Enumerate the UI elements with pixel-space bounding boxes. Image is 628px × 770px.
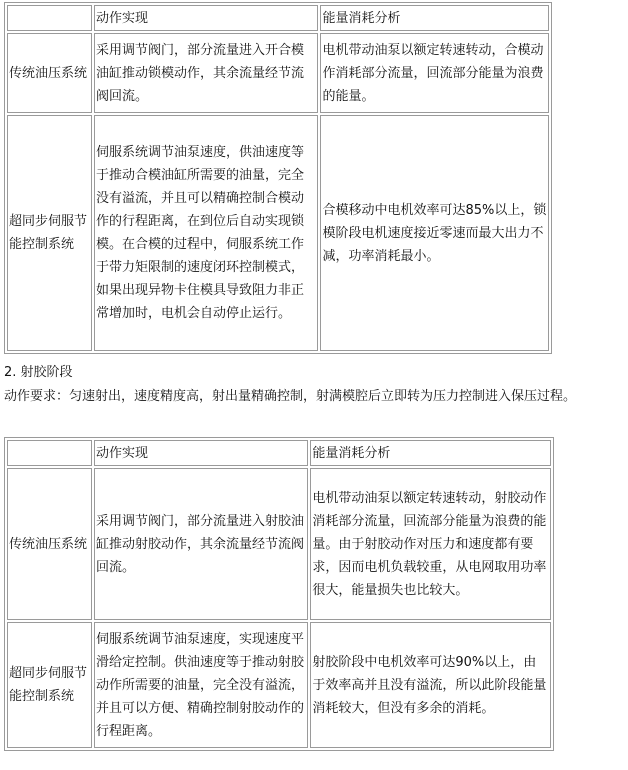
- table-row: [7, 33, 549, 113]
- header-cell: 能量消耗分析: [310, 440, 551, 466]
- energy-cell: 合模移动中电机效率可达85%以上，锁模阶段电机速度接近零速而最大出力不减，功率消耗最小。: [320, 115, 549, 351]
- header-cell: 能量消耗分析: [320, 5, 549, 31]
- table-row: [7, 468, 551, 620]
- row-label: 超同步伺服节能控制系统: [7, 622, 92, 748]
- action-cell: 采用调节阀门，部分流量进入射胶油缸推动射胶动作，其余流量经节流阀回流。: [94, 468, 308, 620]
- header-cell: [7, 440, 92, 466]
- action-energy-table-2: [4, 437, 554, 751]
- energy-cell: 电机带动油泵以额定转速转动，射胶动作消耗部分流量，回流部分能量为浪费的能量。由于射胶动作对压力和速度都有要求，因而电机负载较重，从电网取用功率很大，能量损失也比较大。: [310, 468, 551, 620]
- table-header-row: [7, 440, 551, 466]
- row-label: 传统油压系统: [7, 33, 92, 113]
- row-label: 超同步伺服节能控制系统: [7, 115, 92, 351]
- energy-cell: 电机带动油泵以额定转速转动，合模动作消耗部分流量，回流部分能量为浪费的能量。: [320, 33, 549, 113]
- section-description: 动作要求：匀速射出，速度精度高，射出量精确控制，射满模腔后立即转为压力控制进入保压过程。: [4, 389, 577, 404]
- section-heading: 2. 射胶阶段: [4, 365, 73, 380]
- table-row: [7, 115, 549, 351]
- energy-cell: 射胶阶段中电机效率可达90%以上，由于效率高并且没有溢流，所以此阶段能量消耗较大，但没有多余的消耗。: [310, 622, 551, 748]
- table-row: [7, 622, 551, 748]
- header-cell: 动作实现: [94, 5, 319, 31]
- action-energy-table-1: [4, 2, 552, 354]
- header-cell: 动作实现: [94, 440, 308, 466]
- action-cell: 采用调节阀门，部分流量进入开合模油缸推动锁模动作，其余流量经节流阀回流。: [94, 33, 319, 113]
- row-label: 传统油压系统: [7, 468, 92, 620]
- header-cell: [7, 5, 92, 31]
- action-cell: 伺服系统调节油泵速度，实现速度平滑给定控制。供油速度等于推动射胶动作所需要的油量，完全没有溢流，并且可以方便、精确控制射胶动作的行程距离。: [94, 622, 308, 748]
- action-cell: 伺服系统调节油泵速度，供油速度等于推动合模油缸所需要的油量，完全没有溢流，并且可以精确控制合模动作的行程距离，在到位后自动实现锁模。在合模的过程中，伺服系统工作于带力矩限制的速度闭环控制模式，如果出现异物卡住模具导致阻力非正常增加时，电机会自动停止运行。: [94, 115, 319, 351]
- table-header-row: [7, 5, 549, 31]
